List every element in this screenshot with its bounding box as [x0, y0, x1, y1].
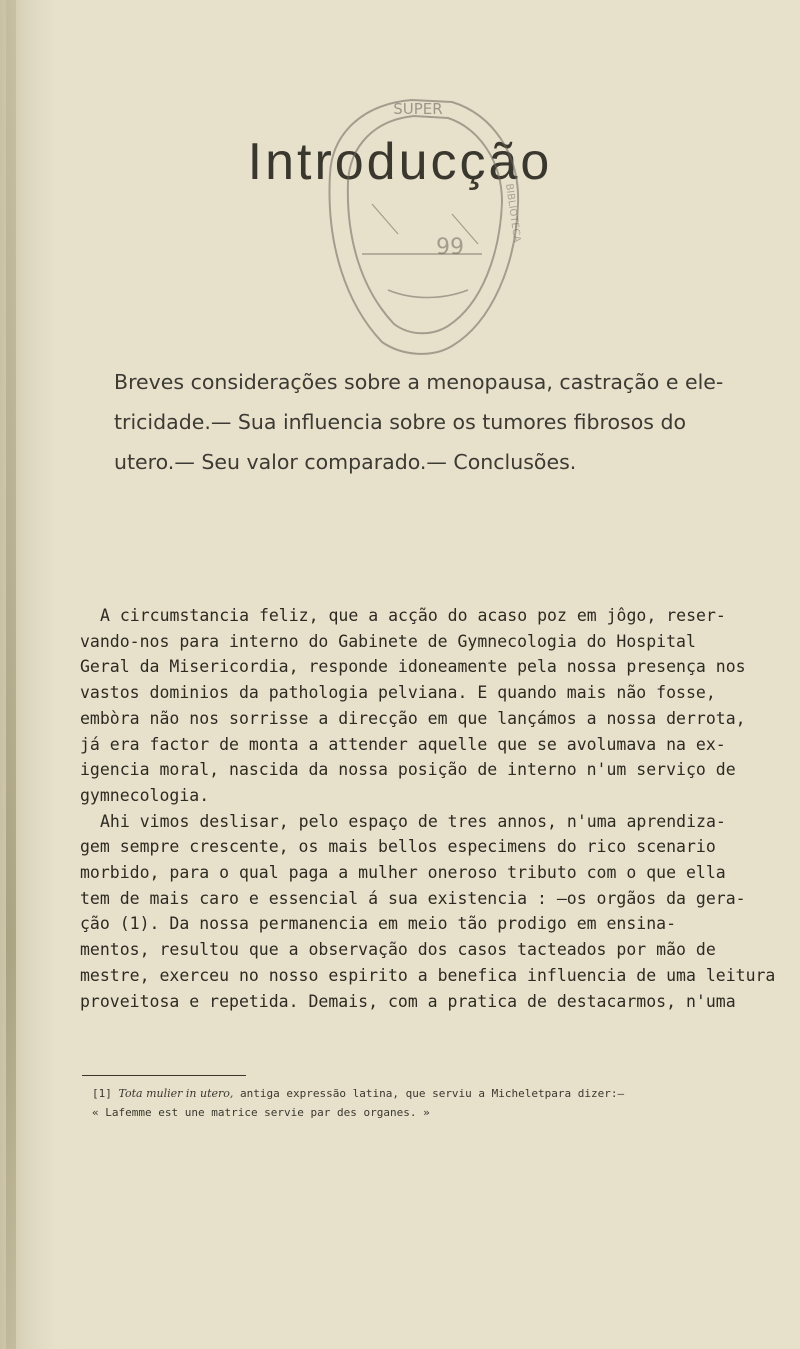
body-line: gem sempre crescente, os mais bellos especimens do rico scenario [80, 837, 716, 857]
summary-line: Breves considerações sobre a menopausa, castração e ele- [114, 370, 724, 394]
body-line: gymnecologia. [80, 785, 210, 805]
body-line: embòra não nos sorrisse a direcção em que lançámos a nossa derrota, [80, 708, 746, 728]
footnote-text: antiga expressão latina, que serviu a Micheletpara dizer:— [233, 1087, 625, 1100]
body-line: A circumstancia feliz, que a acção do acaso poz em jôgo, reser- [100, 606, 726, 625]
footnote [92, 1084, 772, 1122]
stamp-text-right: BIBLIOTECA [503, 182, 523, 244]
summary-line: tricidade.— Sua influencia sobre os tumores fibrosos do [114, 410, 687, 434]
body-line: morbido, para o qual paga a mulher oneroso tributo com o que ella [80, 863, 726, 883]
chapter-summary [114, 362, 734, 482]
body-line: vando-nos para interno do Gabinete de Gymnecologia do Hospital [80, 631, 696, 651]
body-line: mestre, exerceu no nosso espirito a benefica influencia de uma leitura [80, 965, 776, 985]
page-title: Introducção [247, 133, 553, 191]
library-stamp [302, 94, 536, 366]
footnote-marker: [1] [92, 1087, 112, 1100]
body-line: proveitosa e repetida. Demais, com a pratica de destacarmos, n'uma [80, 991, 736, 1011]
book-spine-shadow [6, 0, 16, 1349]
footnote-line-1 [92, 1084, 772, 1103]
body-line: Geral da Misericordia, responde idoneamente pela nossa presença nos [80, 657, 746, 677]
stamp-text-center: 99 [436, 235, 464, 260]
body-line: vastos dominios da pathologia pelviana. E quando mais não fosse, [80, 683, 716, 703]
body-line: já era factor de monta a attender aquelle que se avolumava na ex- [80, 734, 726, 754]
footnote-rule [82, 1075, 246, 1076]
body-line: igencia moral, nascida da nossa posição de interno n'um serviço de [80, 760, 736, 780]
stamp-text-top: SUPER [393, 100, 443, 118]
footnote-line-2: « Lafemme est une matrice servie par des organes. » [92, 1106, 430, 1119]
body-line: ção (1). Da nossa permanencia em meio tão prodigo em ensina- [80, 914, 677, 934]
summary-line: utero.— Seu valor comparado.— Conclusões. [114, 450, 577, 474]
body-paragraphs [80, 603, 776, 1014]
body-line: mentos, resultou que a observação dos casos tacteados por mão de [80, 940, 716, 960]
page-edge [0, 0, 58, 1349]
footnote-italic: Tota mulier in utero, [118, 1087, 234, 1100]
body-line: tem de mais caro e essencial á sua existencia : —os orgãos da gera- [80, 888, 746, 908]
body-line: Ahi vimos deslisar, pelo espaço de tres annos, n'uma aprendiza- [100, 811, 726, 831]
